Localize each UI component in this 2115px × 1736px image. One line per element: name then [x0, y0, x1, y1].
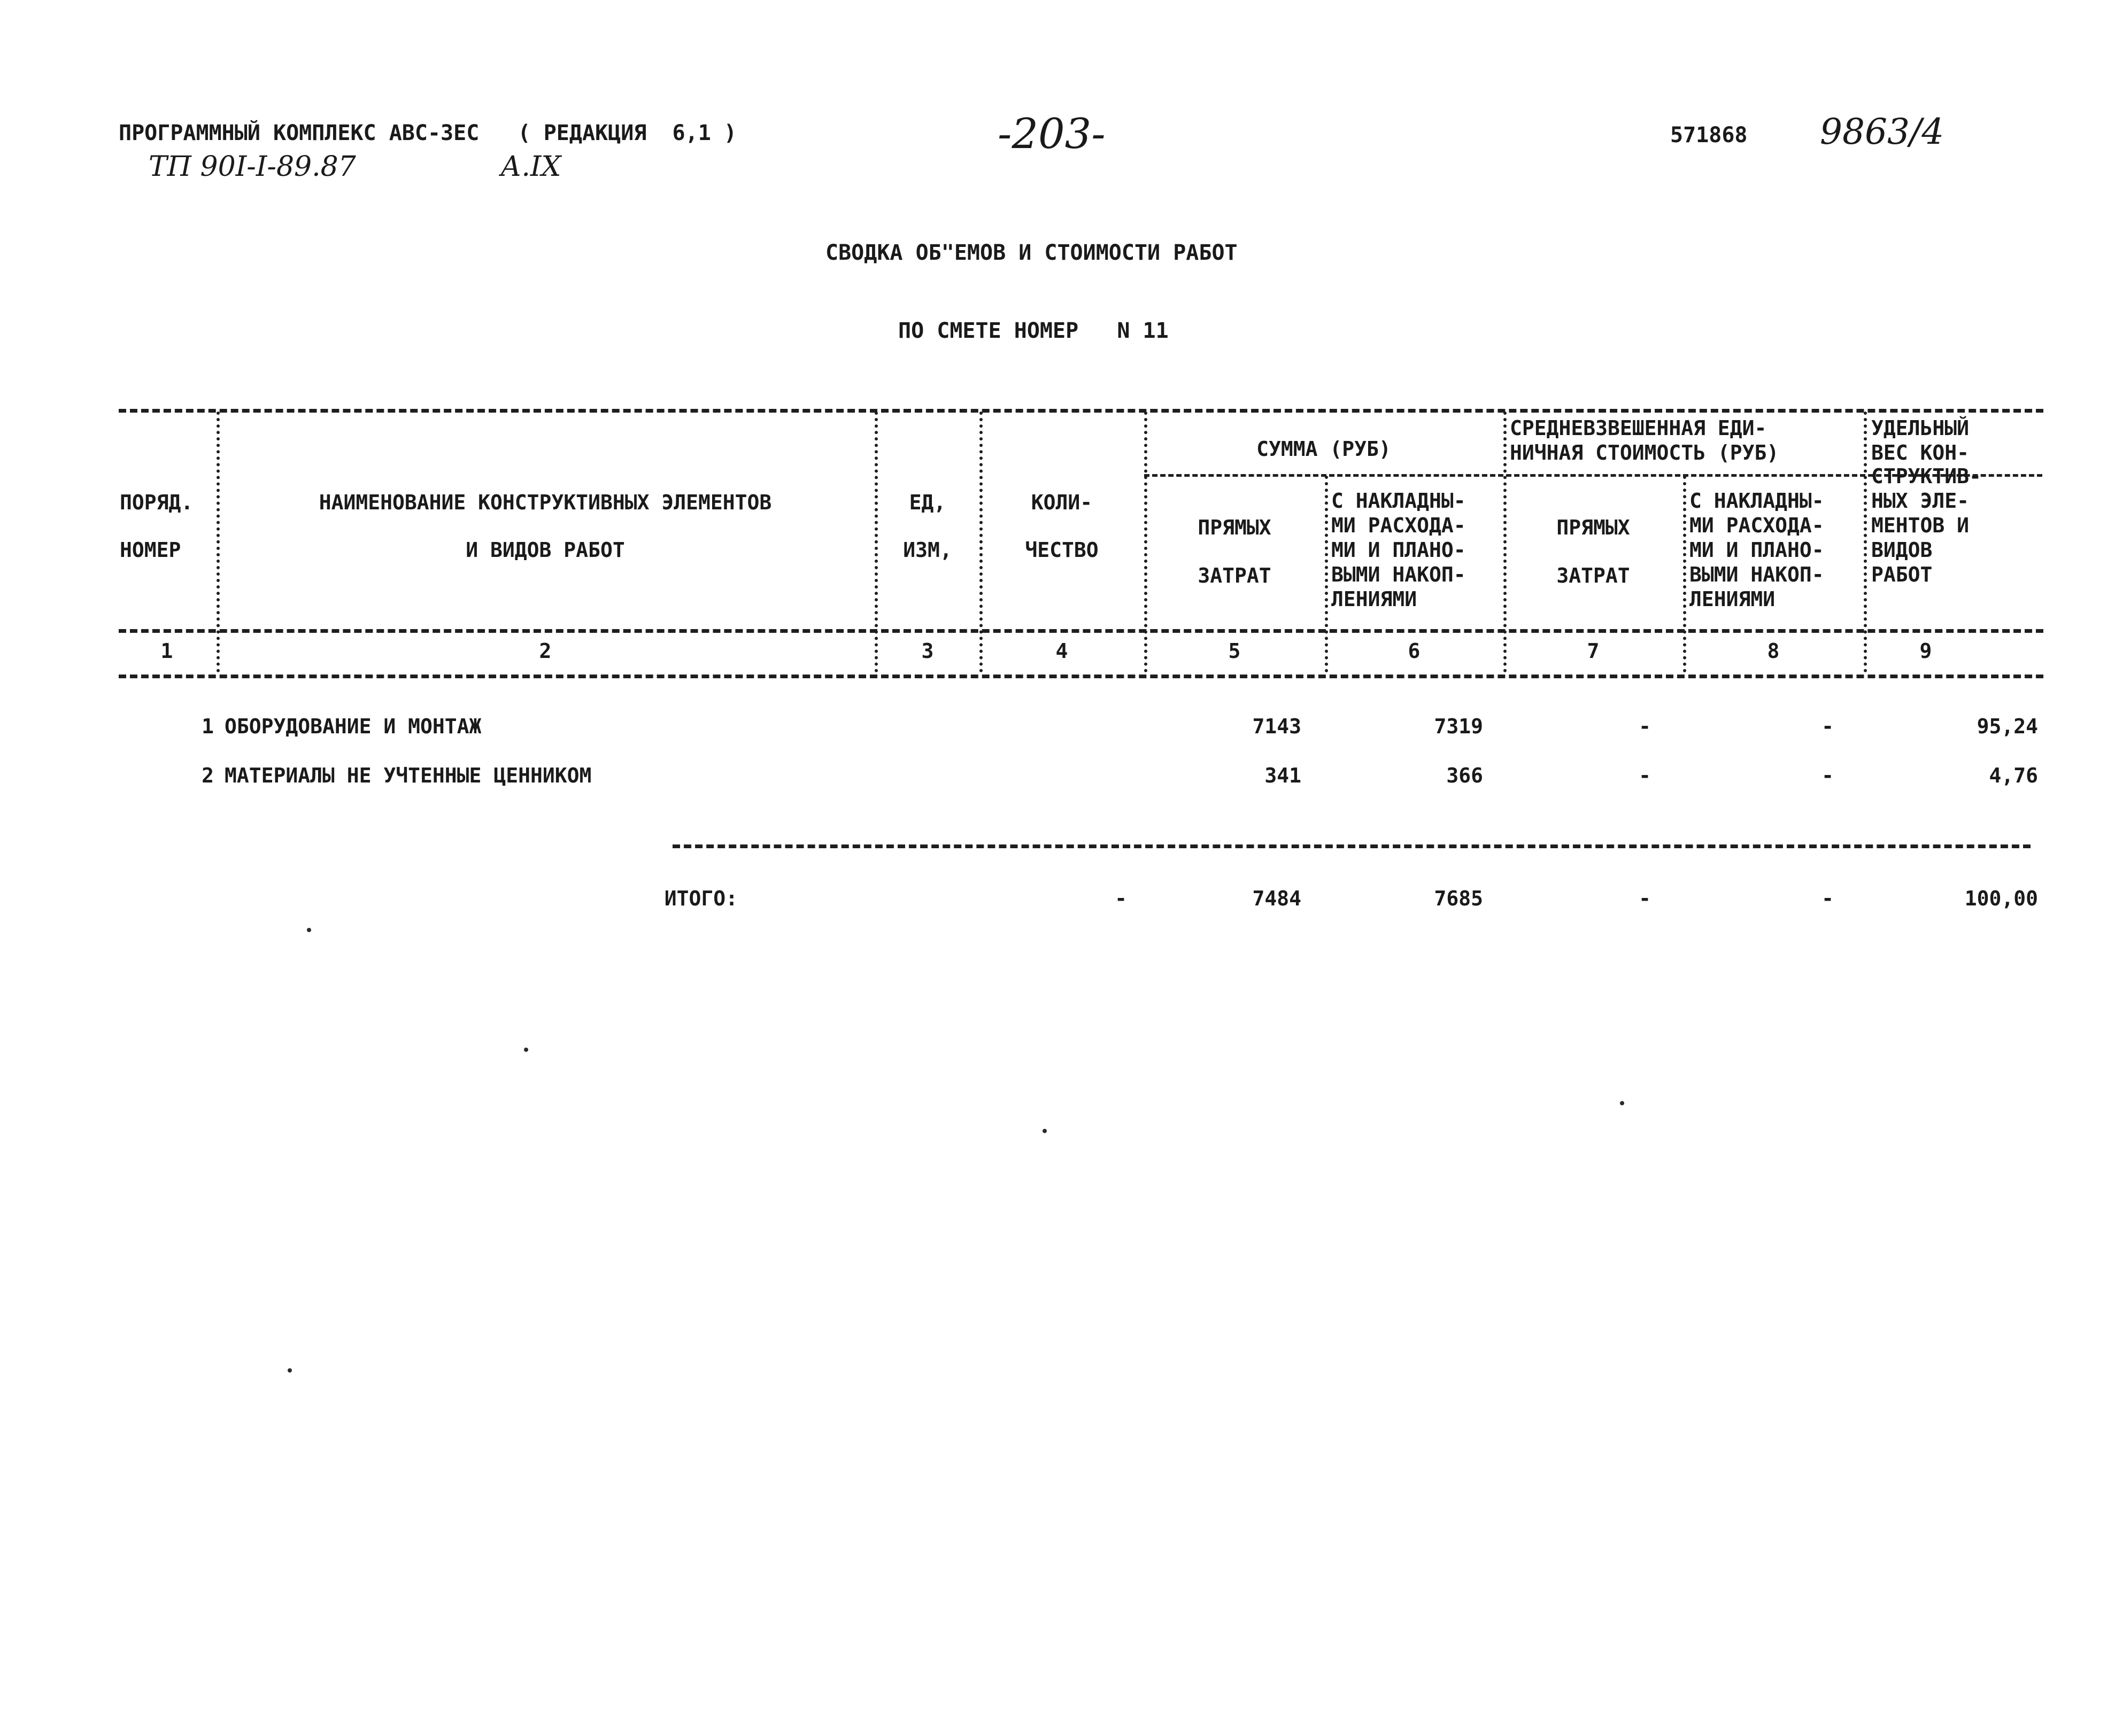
scan-speck [1043, 1129, 1047, 1133]
col8-header-line2: МИ РАСХОДА- [1689, 514, 1824, 537]
row-share: 4,76 [1989, 764, 2038, 787]
col-number-6: 6 [1408, 639, 1421, 663]
row-avg-direct: - [1639, 715, 1651, 738]
row-avg-overhead: - [1821, 764, 1834, 787]
col-number-3: 3 [921, 639, 934, 663]
avg-group-header-line1: СРЕДНЕВЗВЕШЕННАЯ ЕДИ- [1510, 416, 1767, 440]
total-separator-rule [673, 844, 2031, 848]
project-code: ТП 90I-I-89.87 [149, 151, 356, 183]
total-quantity: - [1115, 887, 1127, 910]
col3-header-line2: ИЗМ, [903, 538, 952, 562]
row-avg-direct: - [1639, 764, 1651, 787]
col9-header-line6: ВИДОВ [1871, 538, 1933, 562]
scan-speck [288, 1368, 292, 1373]
sum-group-header: СУММА (РУБ) [1256, 437, 1391, 461]
row-name: МАТЕРИАЛЫ НЕ УЧТЕННЫЕ ЦЕННИКОМ [225, 764, 592, 787]
col9-header-line5: МЕНТОВ И [1871, 514, 1970, 537]
header-bottom-rule [119, 629, 2043, 633]
col1-header-line2: НОМЕР [120, 538, 181, 562]
col9-header-line4: НЫХ ЭЛЕ- [1871, 489, 1970, 513]
col5-header-line1: ПРЯМЫХ [1198, 516, 1271, 539]
row-overhead-cost: 7319 [1434, 715, 1483, 738]
page-number: -203- [998, 110, 1106, 158]
total-label: ИТОГО: [664, 887, 738, 910]
col4-header-line2: ЧЕСТВО [1025, 538, 1099, 562]
col-number-8: 8 [1767, 639, 1780, 663]
col9-header-line2: ВЕС КОН- [1871, 441, 1970, 464]
col4-header-line1: КОЛИ- [1031, 491, 1093, 514]
col6-header-line2: МИ РАСХОДА- [1331, 514, 1466, 537]
total-overhead-cost: 7685 [1434, 887, 1483, 910]
row-direct-cost: 7143 [1252, 715, 1301, 738]
total-avg-direct: - [1639, 887, 1651, 910]
col9-header-line1: УДЕЛЬНЫЙ [1871, 416, 1970, 440]
col1-header-line1: ПОРЯД. [120, 491, 194, 514]
col6-header-line3: МИ И ПЛАНО- [1331, 538, 1466, 562]
document-title: СВОДКА ОБ"ЕМОВ И СТОИМОСТИ РАБОТ [825, 241, 1238, 265]
document-subtitle: ПО СМЕТЕ НОМЕР N 11 [898, 319, 1169, 343]
avg-group-header-line2: НИЧНАЯ СТОИМОСТЬ (РУБ) [1510, 441, 1779, 464]
col-number-5: 5 [1228, 639, 1241, 663]
scan-speck [524, 1048, 528, 1052]
scan-speck [1620, 1101, 1624, 1105]
row-direct-cost: 341 [1264, 764, 1301, 787]
total-share: 100,00 [1964, 887, 2038, 910]
total-direct-cost: 7484 [1252, 887, 1301, 910]
col-separator-6 [1503, 412, 1507, 672]
col8-header-line4: ВЫМИ НАКОП- [1689, 563, 1824, 586]
row-name: ОБОРУДОВАНИЕ И МОНТАЖ [225, 715, 482, 738]
col2-header-line1: НАИМЕНОВАНИЕ КОНСТРУКТИВНЫХ ЭЛЕМЕНТОВ [319, 491, 772, 514]
col-separator-8 [1864, 412, 1867, 672]
album-label: А.IX [500, 151, 561, 183]
col8-header-line1: С НАКЛАДНЫ- [1689, 489, 1824, 513]
col-number-4: 4 [1055, 639, 1068, 663]
col3-header-line1: ЕД, [909, 491, 946, 514]
col6-header-line4: ВЫМИ НАКОП- [1331, 563, 1466, 586]
col7-header-line1: ПРЯМЫХ [1556, 516, 1630, 539]
row-share: 95,24 [1977, 715, 2038, 738]
row-number: 2 [202, 764, 214, 787]
col8-header-line5: ЛЕНИЯМИ [1689, 587, 1776, 611]
col6-header-line1: С НАКЛАДНЫ- [1331, 489, 1466, 513]
column-numbers-rule [119, 675, 2043, 678]
handwritten-ref: 9863/4 [1820, 111, 1944, 152]
col9-header-line7: РАБОТ [1871, 563, 1933, 586]
col9-header-line3: СТРУКТИВ- [1871, 464, 1981, 488]
col8-header-line3: МИ И ПЛАНО- [1689, 538, 1824, 562]
program-line: ПРОГРАММНЫЙ КОМПЛЕКС АВС-3ЕС ( РЕДАКЦИЯ 6,1 ) [119, 121, 737, 145]
col2-header-line2: И ВИДОВ РАБОТ [466, 538, 625, 562]
col-number-1: 1 [160, 639, 173, 663]
row-number: 1 [202, 715, 214, 738]
col6-header-line5: ЛЕНИЯМИ [1331, 587, 1417, 611]
col-number-2: 2 [539, 639, 552, 663]
row-avg-overhead: - [1821, 715, 1834, 738]
doc-code: 571868 [1670, 123, 1748, 148]
col7-header-line2: ЗАТРАТ [1556, 564, 1630, 587]
col5-header-line2: ЗАТРАТ [1198, 564, 1271, 587]
scan-speck [307, 928, 311, 932]
total-avg-overhead: - [1821, 887, 1834, 910]
row-overhead-cost: 366 [1446, 764, 1483, 787]
table-top-rule [119, 409, 2043, 413]
col-number-7: 7 [1587, 639, 1600, 663]
col-number-9: 9 [1919, 639, 1932, 663]
